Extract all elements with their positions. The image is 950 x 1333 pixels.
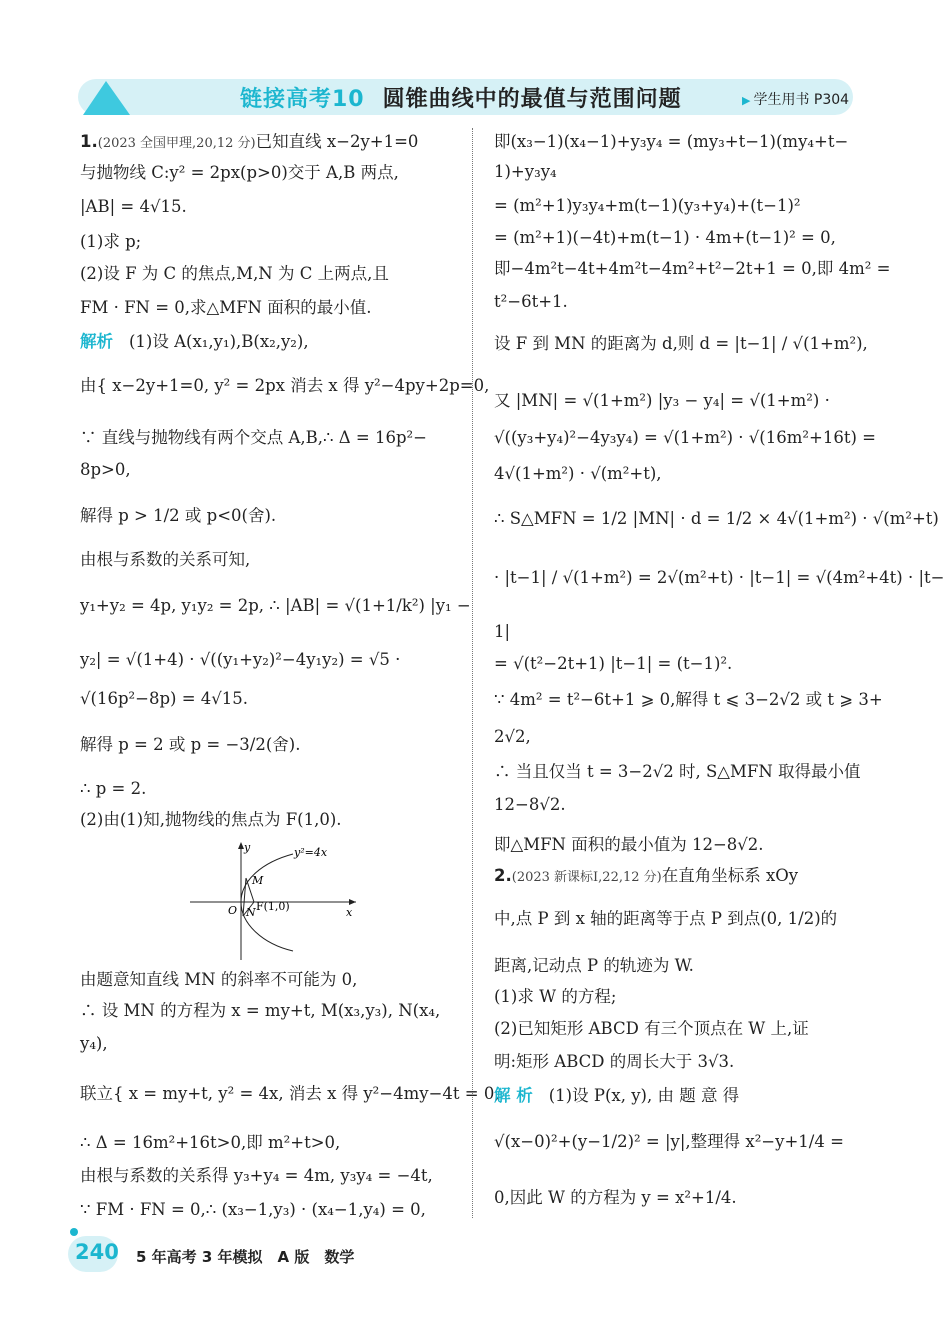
x-label: x <box>346 906 353 919</box>
text-line <box>494 130 848 154</box>
text-line <box>80 426 427 450</box>
line-text: 1| <box>494 622 511 641</box>
header-topic: 链接高考10 <box>240 87 365 112</box>
text-line <box>494 954 694 978</box>
text-line <box>494 426 876 450</box>
line-text: 即(x₃−1)(x₄−1)+y₃y₄ = (my₃+t−1)(my₄+t− <box>494 132 849 151</box>
line-text: ∵ 4m² = t²−6t+1 ⩾ 0,解得 t ⩽ 3−2√2 或 t ⩾ 3+ <box>494 690 883 709</box>
line-text: 在直角坐标系 xOy <box>661 866 799 885</box>
line-text: (1)设 P(x, y), 由 题 意 得 <box>548 1086 740 1105</box>
line-text: 8p>0, <box>80 460 131 479</box>
line-text: 即△MFN 面积的最小值为 12−8√2. <box>494 835 764 854</box>
line-text: t²−6t+1. <box>494 292 568 311</box>
text-line <box>494 725 531 749</box>
line-text: 1)+y₃y₄ <box>494 162 557 181</box>
text-line <box>494 1186 737 1210</box>
question-number: 2. <box>494 866 512 885</box>
line-text: 由根与系数的关系得 y₃+y₄ = 4m, y₃y₄ = −4t, <box>80 1166 433 1185</box>
column-divider <box>472 128 473 1218</box>
line-text: y₂| = √(1+4) · √((y₁+y₂)²−4y₁y₂) = √5 · <box>80 650 401 669</box>
text-line <box>80 968 357 992</box>
text-line <box>494 226 836 250</box>
text-line <box>494 257 890 281</box>
text-line <box>494 760 861 784</box>
text-line <box>494 688 883 712</box>
arrow-right-icon: ▶ <box>742 94 751 107</box>
line-text: ∴ p = 2. <box>80 779 147 798</box>
text-line <box>494 507 939 531</box>
line-text: 2√2, <box>494 727 531 746</box>
line-text: 解得 p > 1/2 或 p<0(舍). <box>80 506 277 525</box>
line-text: y₁+y₂ = 4p, y₁y₂ = 2p, ∴ |AB| = √(1+1/k²) |y₁ − <box>80 596 471 615</box>
text-line <box>80 374 489 398</box>
text-line <box>494 160 557 184</box>
text-line <box>80 548 250 572</box>
question-line <box>494 864 798 890</box>
text-line <box>494 290 568 314</box>
text-line <box>80 504 276 528</box>
page-title <box>240 82 682 113</box>
solution-line <box>494 1084 739 1108</box>
text-line <box>80 1032 108 1056</box>
n-label: N <box>246 906 256 919</box>
f-label: F(1,0) <box>256 900 290 913</box>
line-text: √((y₃+y₄)²−4y₃y₄) = √(1+m²) · √(16m²+16t) = <box>494 428 876 447</box>
line-text: 12−8√2. <box>494 795 566 814</box>
text-line <box>494 1130 844 1154</box>
line-text: ∴ 当且仅当 t = 3−2√2 时, S△MFN 取得最小值 <box>494 762 861 781</box>
text-line <box>80 1198 426 1222</box>
triangle-icon <box>78 79 138 119</box>
text-line <box>80 648 400 672</box>
line-text: = (m²+1)y₃y₄+m(t−1)(y₃+y₄)+(t−1)² <box>494 196 801 215</box>
text-line <box>80 777 146 801</box>
curve-label: y²=4x <box>294 846 328 859</box>
line-text: |AB| = 4√15. <box>80 197 187 216</box>
line-text: 4√(1+m²) · √(m²+t), <box>494 464 662 483</box>
solution-label: 解析 <box>80 332 113 351</box>
line-text: (1)设 A(x₁,y₁),B(x₂,y₂), <box>129 332 309 351</box>
text-line <box>80 733 301 757</box>
line-text: (2)设 F 为 C 的焦点,M,N 为 C 上两点,且 <box>80 264 389 283</box>
line-text: 由题意知直线 MN 的斜率不可能为 0, <box>80 970 358 989</box>
text-line <box>80 999 440 1023</box>
line-text: ∴ 设 MN 的方程为 x = my+t, M(x₃,y₃), N(x₄, <box>80 1001 441 1020</box>
text-line <box>80 195 187 219</box>
line-text: 已知直线 x−2y+1=0 <box>255 132 419 151</box>
line-text: ∴ S△MFN = 1/2 |MN| · d = 1/2 × 4√(1+m²) · √(m²+t) <box>494 509 939 528</box>
text-line <box>494 652 732 676</box>
line-text: 0,因此 W 的方程为 y = x²+1/4. <box>494 1188 737 1207</box>
student-book-ref <box>742 89 849 109</box>
text-line <box>80 808 342 832</box>
text-line <box>80 161 399 185</box>
text-line <box>494 462 662 486</box>
text-line <box>494 194 801 218</box>
line-text: 又 |MN| = √(1+m²) |y₃ − y₄| = √(1+m²) · <box>494 391 830 410</box>
line-text: = (m²+1)(−4t)+m(t−1) · 4m+(t−1)² = 0, <box>494 228 836 247</box>
line-text: 中,点 P 到 x 轴的距离等于点 P 到点(0, 1/2)的 <box>494 909 838 928</box>
line-text: 由{ x−2y+1=0, y² = 2px 消去 x 得 y²−4py+2p=0, <box>80 376 490 395</box>
line-text: √(x−0)²+(y−1/2)² = |y|,整理得 x²−y+1/4 = <box>494 1132 844 1151</box>
text-line <box>80 1082 500 1106</box>
text-line <box>80 458 131 482</box>
line-text: (1)求 p; <box>80 232 142 251</box>
line-text: ∴ Δ = 16m²+16t>0,即 m²+t>0, <box>80 1133 341 1152</box>
text-line <box>494 620 510 644</box>
m-label: M <box>252 874 264 887</box>
line-text: 由根与系数的关系可知, <box>80 550 251 569</box>
header-subtitle: 圆锥曲线中的最值与范围问题 <box>382 87 682 112</box>
origin-label: O <box>228 904 238 917</box>
text-line <box>494 1050 734 1074</box>
line-text: 解得 p = 2 或 p = −3/2(舍). <box>80 735 301 754</box>
text-line <box>80 1131 340 1155</box>
text-line <box>494 907 837 931</box>
line-text: FM · FN = 0,求△MFN 面积的最小值. <box>80 298 372 317</box>
text-line <box>494 332 868 356</box>
text-line <box>494 566 944 590</box>
text-line <box>494 1017 809 1041</box>
line-text: (2)由(1)知,抛物线的焦点为 F(1,0). <box>80 810 342 829</box>
text-line <box>80 296 371 320</box>
question-source: (2023 新课标Ⅰ,22,12 分) <box>511 870 662 885</box>
line-text: 与抛物线 C:y² = 2px(p>0)交于 A,B 两点, <box>80 163 399 182</box>
footer-dot <box>70 1228 78 1236</box>
text-line <box>80 230 141 254</box>
line-text: 联立{ x = my+t, y² = 4x, 消去 x 得 y²−4my−4t = 0, <box>80 1084 500 1103</box>
y-label: y <box>244 841 251 854</box>
line-text: ∵ FM · FN = 0,∴ (x₃−1,y₃) · (x₄−1,y₄) = 0, <box>80 1200 426 1219</box>
page-number: 240 <box>75 1240 119 1264</box>
question-source: (2023 全国甲理,20,12 分) <box>97 136 256 151</box>
question-number: 1. <box>80 132 98 151</box>
text-line <box>80 594 471 618</box>
line-text: y₄), <box>80 1034 108 1053</box>
line-text: · |t−1| / √(1+m²) = 2√(m²+t) · |t−1| = √(4m²+4t) · |t− <box>494 568 945 587</box>
x-axis-arrow <box>349 899 356 905</box>
text-line <box>494 833 764 857</box>
line-text: (2)已知矩形 ABCD 有三个顶点在 W 上,证 <box>494 1019 809 1038</box>
text-line <box>494 793 566 817</box>
text-line <box>494 985 616 1009</box>
line-text: √(16p²−8p) = 4√15. <box>80 689 249 708</box>
line-text: 即−4m²t−4t+4m²t−4m²+t²−2t+1 = 0,即 4m² = <box>494 259 891 278</box>
text-line <box>494 389 830 413</box>
question-line <box>80 130 418 156</box>
text-line <box>80 1164 433 1188</box>
line-text: 距离,记动点 P 的轨迹为 W. <box>494 956 694 975</box>
parabola-figure <box>188 840 360 962</box>
text-line <box>80 687 248 711</box>
line-text: (1)求 W 的方程; <box>494 987 617 1006</box>
line-text: ∵ 直线与抛物线有两个交点 A,B,∴ Δ = 16p²− <box>80 428 427 447</box>
line-text: 明:矩形 ABCD 的周长大于 3√3. <box>494 1052 735 1071</box>
line-text: 设 F 到 MN 的距离为 d,则 d = |t−1| / √(1+m²), <box>494 334 868 353</box>
text-line <box>80 262 389 286</box>
solution-label: 解 析 <box>494 1086 533 1105</box>
book-title: 5 年高考 3 年模拟 A 版 数学 <box>136 1248 355 1266</box>
solution-line <box>80 330 309 354</box>
ref-label: 学生用书 P304 <box>753 92 850 108</box>
line-text: = √(t²−2t+1) |t−1| = (t−1)². <box>494 654 733 673</box>
